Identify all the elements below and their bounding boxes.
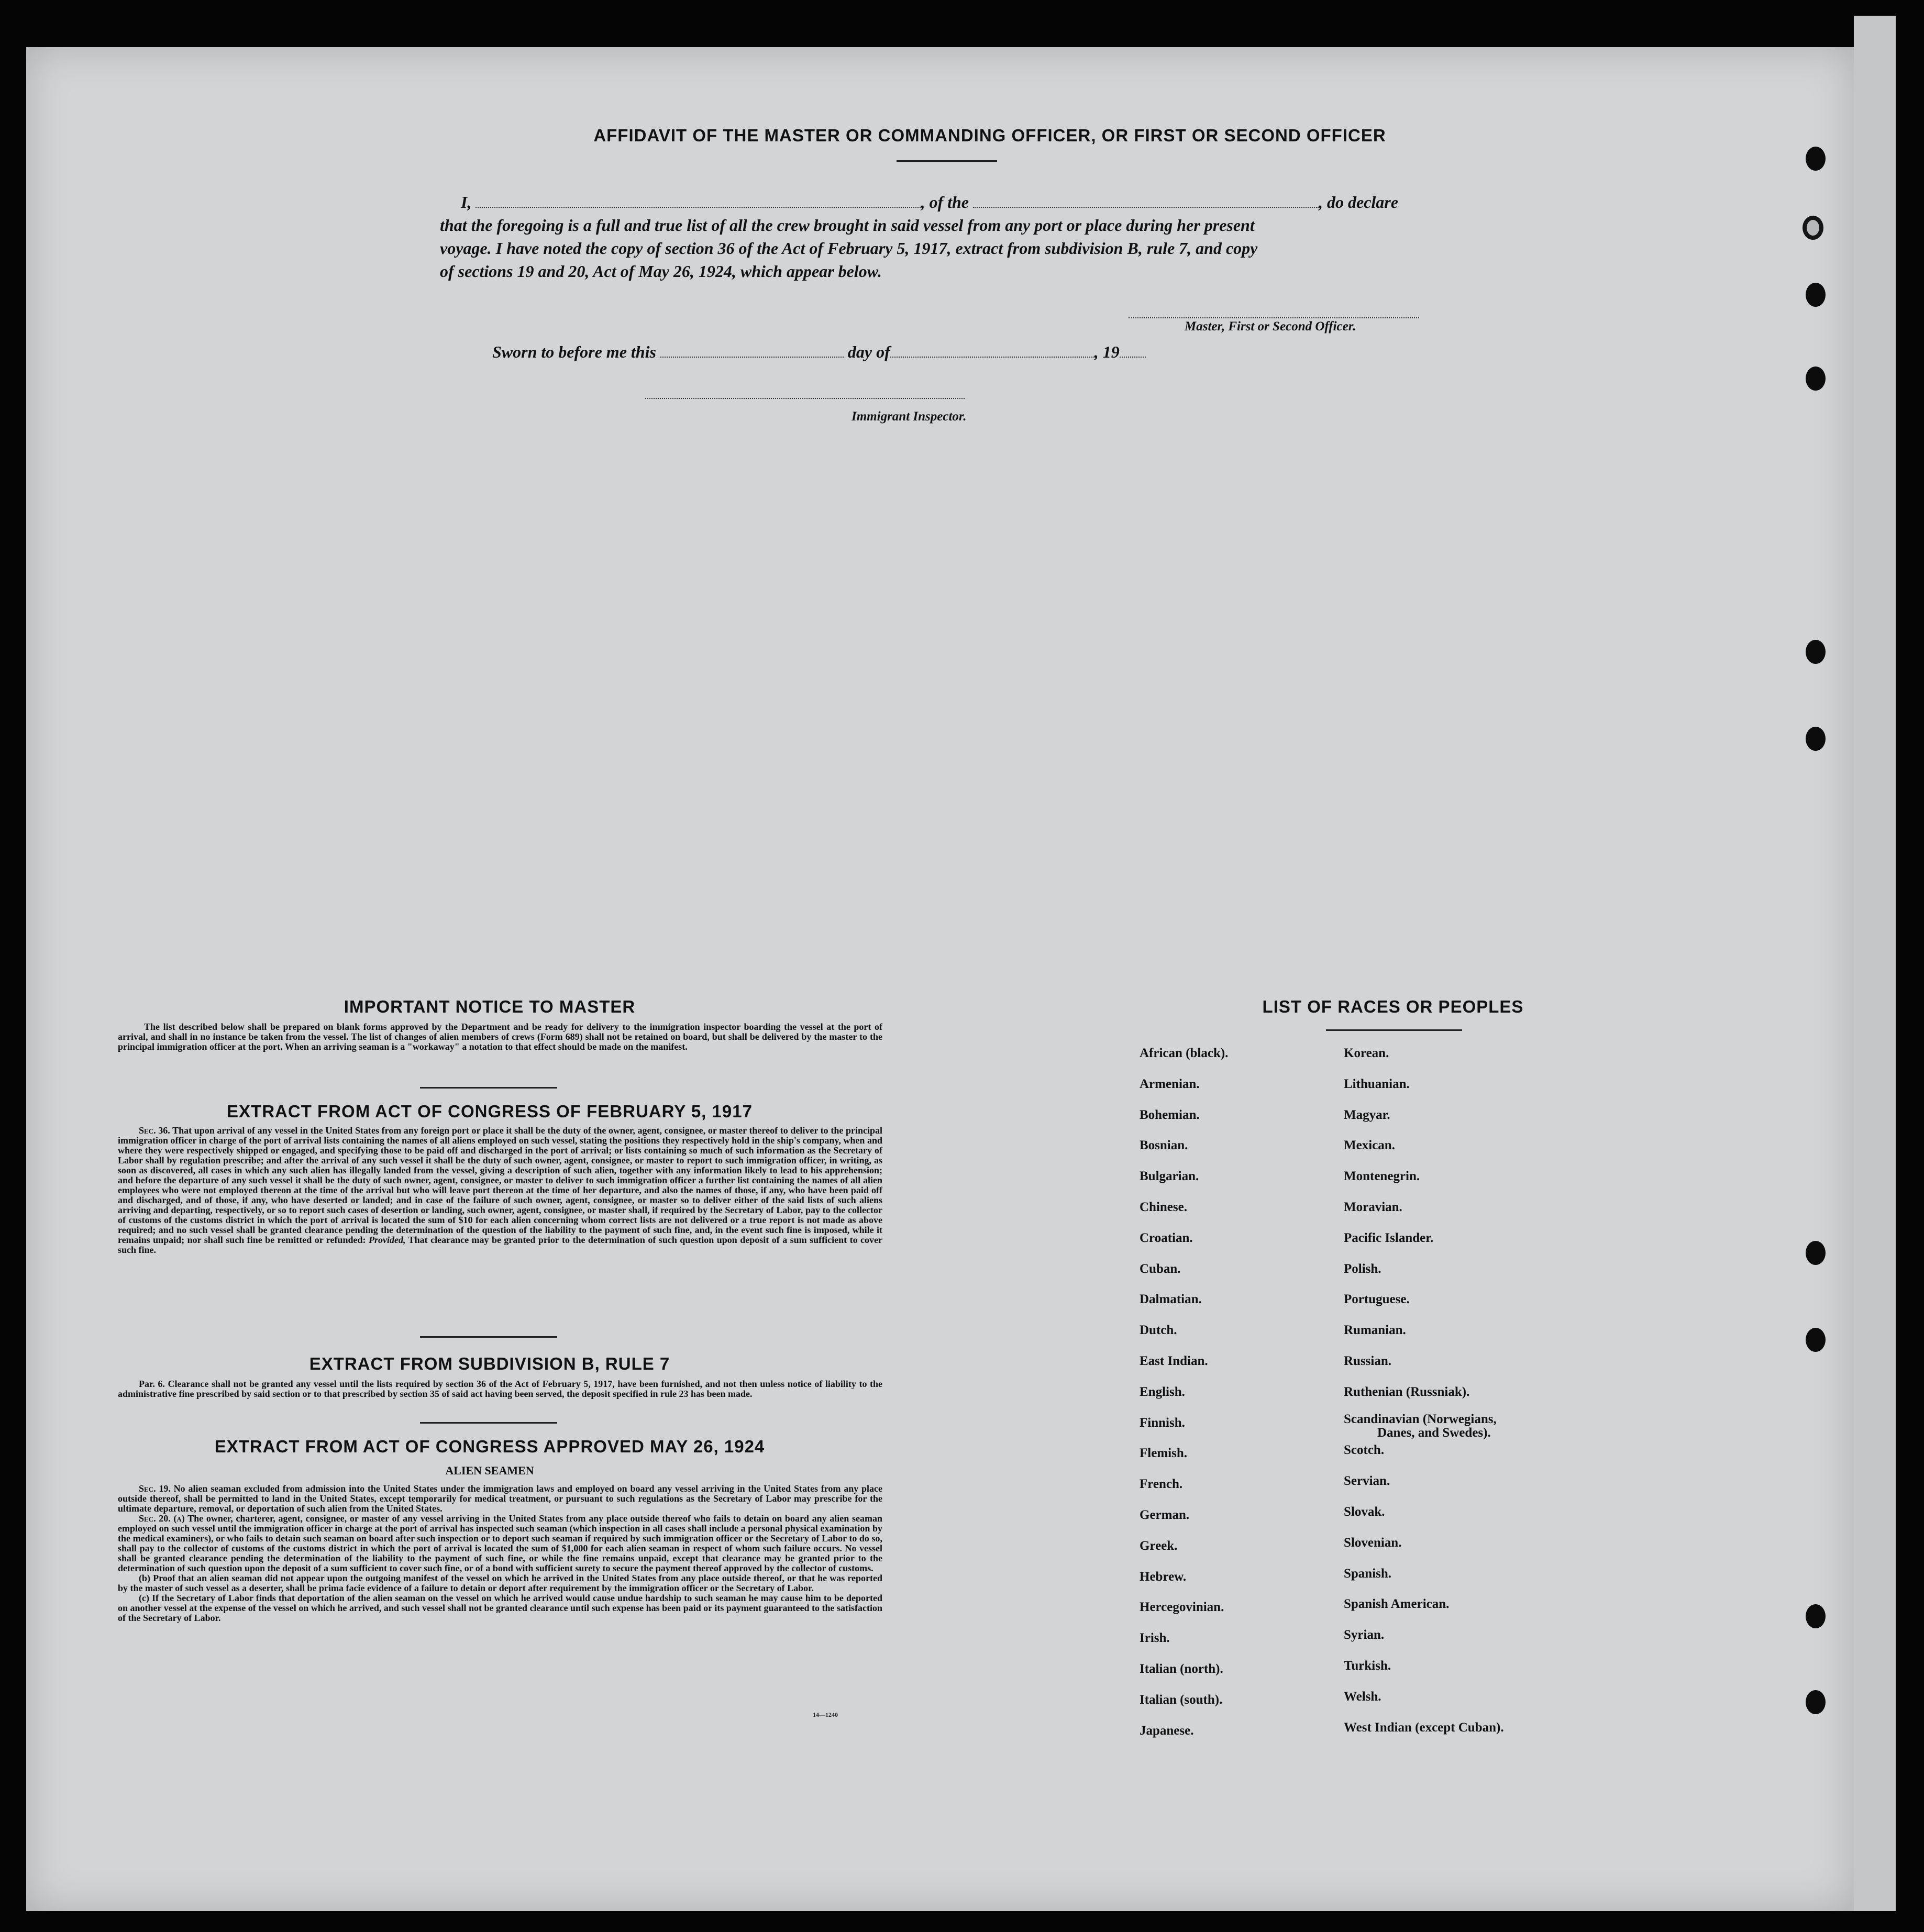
race-item: Ruthenian (Russniak).: [1344, 1384, 1470, 1399]
race-item: African (black).: [1140, 1046, 1229, 1060]
race-item-continuation: Danes, and Swedes).: [1377, 1425, 1491, 1440]
race-item: Welsh.: [1344, 1689, 1381, 1704]
race-item: Spanish American.: [1344, 1597, 1450, 1612]
sec-20a: [118, 1514, 882, 1573]
race-item: German.: [1140, 1507, 1190, 1522]
affidavit-title: AFFIDAVIT OF THE MASTER OR COMMANDING OFFICER, OR FIRST OR SECOND OFFICER: [593, 126, 1386, 145]
race-item: French.: [1140, 1477, 1183, 1492]
inspector-signature-line: [645, 398, 965, 399]
race-item: Slovenian.: [1344, 1535, 1402, 1550]
races-title-rule: [1326, 1029, 1462, 1031]
race-item: Lithuanian.: [1344, 1076, 1410, 1091]
rule7-body: Par. 6. Clearance shall not be granted any vessel until the lists required by section 36 of the Act of February 5, 1917, have been furnished, and not then unless notice of liability to the administrative fine prescribed by said section or to that prescribed by section 35 of said act having been served, the deposit specified in rule 23 has been made.: [118, 1379, 882, 1399]
sec-20b: (b) Proof that an alien seaman did not appear upon the outgoing manifest of the vessel on which he arrived in the United States from any place outside thereof, or that he was reported by the master of such vessel as a deserter, shall be prima facie evidence of a failure to detain or deport after requirement by the immigration officer or the Secretary of Labor.: [118, 1573, 882, 1593]
race-item: Dutch.: [1140, 1323, 1177, 1338]
name-blank-line: [476, 207, 921, 208]
race-item: West Indian (except Cuban).: [1344, 1720, 1504, 1735]
race-item: Syrian.: [1344, 1628, 1385, 1642]
race-item: Mexican.: [1344, 1138, 1395, 1153]
affidavit-text: [440, 191, 1456, 283]
race-item: Bosnian.: [1140, 1138, 1188, 1153]
sworn-day-blank: [660, 357, 844, 358]
binder-hole: [1803, 216, 1823, 240]
affidavit-line-1: [440, 191, 1456, 214]
provided-text: That clearance may be granted prior to the determination of such question upon deposit of a sum sufficient to cover such fine.: [118, 1235, 882, 1255]
master-label: Master, First or Second Officer.: [1185, 319, 1356, 334]
sec-20-label: Sec. 20. (a): [139, 1513, 185, 1524]
race-item: Greek.: [1140, 1538, 1178, 1553]
race-item: Dalmatian.: [1140, 1292, 1202, 1307]
binder-hole: [1806, 1328, 1826, 1352]
binder-hole: [1806, 1241, 1826, 1265]
alien-seamen-subtitle: ALIEN SEAMEN: [445, 1464, 534, 1477]
binder-hole: [1806, 283, 1826, 307]
master-signature-line: [1129, 317, 1419, 318]
race-item: Bulgarian.: [1140, 1169, 1199, 1184]
race-item: East Indian.: [1140, 1353, 1208, 1368]
race-item: Moravian.: [1344, 1200, 1402, 1214]
race-item: Finnish.: [1140, 1415, 1185, 1430]
sec-20c: (c) If the Secretary of Labor finds that deportation of the alien seaman on the vessel on which he arrived would cause undue hardship to such seaman he may cause him to be deported on another vessel at the expense of the vessel on which he arrived, and such vessel shall not be granted clearance until such expense has been paid or its payment guaranteed to the satisfaction of the Secretary of Labor.: [118, 1593, 882, 1623]
extract-1917-body: [118, 1126, 882, 1255]
section-rule: [420, 1087, 557, 1089]
affidavit-line-3: voyage. I have noted the copy of section 36 of the Act of February 5, 1917, extract from subdivision B, rule 7, and copy: [440, 239, 1258, 258]
sec-20a-text: The owner, charterer, agent, consignee, or master of any vessel arriving in the United States from any place outside thereof who fails to detain on board any alien seaman employed on such vessel until the immigration officer in charge at the port of arrival has inspected such seaman (which inspection in all cases shall include a personal physical examination by the medical examiners), or who fails to detain such seaman on board after such inspection or to deport such seaman if required by such immigration officer or the Secretary of Labor to do so, shall pay to the collector of customs of the customs district in which the port of arrival is located the sum of $1,000 for each alien seaman in respect of whom such failure occurs. No vessel shall be granted clearance pending the determination of the liability to the payment of such fine, or while the fine remains unpaid, except that clearance may be granted prior to the determination of such question upon the deposit of a sum sufficient to cover such fine, or of a bond with sufficient surety to secure the payment thereof approved by the collector of customs.: [118, 1513, 882, 1573]
affidavit-line1-start: I,: [461, 193, 472, 212]
race-item: Slovak.: [1344, 1504, 1385, 1519]
race-item: Montenegrin.: [1344, 1169, 1420, 1184]
section-rule: [420, 1336, 557, 1338]
race-item: Armenian.: [1140, 1076, 1200, 1091]
race-item: Italian (north).: [1140, 1661, 1223, 1676]
races-left-column: [1140, 1046, 1339, 1754]
race-item: Pacific Islander.: [1344, 1230, 1434, 1245]
races-right-column: [1344, 1046, 1627, 1751]
notice-title: IMPORTANT NOTICE TO MASTER: [344, 997, 636, 1016]
sworn-mid: day of: [847, 342, 890, 361]
inspector-label: Immigrant Inspector.: [852, 409, 967, 424]
race-item: Polish.: [1344, 1261, 1381, 1276]
binder-hole: [1806, 1604, 1826, 1628]
extract-1924-title: EXTRACT FROM ACT OF CONGRESS APPROVED MAY 26, 1924: [214, 1437, 765, 1456]
race-item: Hercegovinian.: [1140, 1600, 1224, 1615]
race-item: Flemish.: [1140, 1446, 1187, 1461]
binder-hole: [1806, 147, 1826, 171]
sworn-start: Sworn to before me this: [492, 342, 656, 361]
sworn-month-blank: [890, 357, 1094, 358]
extract-1917-title: EXTRACT FROM ACT OF CONGRESS OF FEBRUARY 5, 1917: [227, 1102, 753, 1121]
race-item: Russian.: [1344, 1353, 1392, 1368]
binder-hole: [1806, 727, 1826, 751]
race-item: Portuguese.: [1344, 1292, 1410, 1307]
race-item: Bohemian.: [1140, 1107, 1200, 1122]
race-item: Japanese.: [1140, 1723, 1194, 1738]
binder-hole: [1806, 367, 1826, 391]
race-item: Magyar.: [1344, 1107, 1390, 1122]
sec-19-label: Sec. 19.: [139, 1483, 171, 1494]
race-item: Irish.: [1140, 1631, 1170, 1646]
race-item: Croatian.: [1140, 1230, 1193, 1245]
race-item: English.: [1140, 1384, 1185, 1399]
race-item: Scandinavian (Norwegians, Danes, and Swedes).: [1344, 1412, 1497, 1440]
sworn-year-blank: [1120, 357, 1146, 358]
affidavit-line-4: of sections 19 and 20, Act of May 26, 1924, which appear below.: [440, 262, 882, 281]
sec-36-text: That upon arrival of any vessel in the United States from any foreign port or place it shall be the duty of the owner, agent, consignee, or master thereof to deliver to the principal immigration officer in charge of the port of arrival lists containing the names of all aliens employed on such vessel, stating the positions they respectively hold in the ship's company, when and where they were respectively shipped or engaged, and specifying those to be paid off and discharged in the port of arrival; or lists containing so much of such information as the Secretary of Labor shall by regulation prescribe; and after the arrival of any such vessel it shall be the duty of such owner, agent, consignee, or master to report to such immigration officer, in writing, as soon as discovered, all cases in which any such alien has illegally landed from the vessel, giving a description of such alien, together with any information likely to lead to his apprehension; and before the departure of any such vessel it shall be the duty of such owner, agent, consignee, or master to deliver to such immigration officer a further list containing the names of all alien employees who were not employed thereon at the time of the arrival but who will leave port thereon at the time of her departure, and also the names of those, if any, who have been paid off and discharged, and of those, if any, who have deserted or landed; and in case of the failure of such owner, agent, consignee, or master so to deliver either of the said lists of such aliens arriving and departing, respectively, or so to report such cases of desertion or landing, such owner, agent, consignee, or master shall, if required by the Secretary of Labor, pay to the collector of customs of the customs district in which the port of arrival is located the sum of $10 for each alien concerning whom correct lists are not delivered or a true report is not made as above required; and no such vessel shall be granted clearance pending the determination of the question of the liability to the payment of such fine, and, in the event such fine is imposed, while it remains unpaid; nor shall such fine be remitted or refunded:: [118, 1125, 882, 1245]
sec-36-label: Sec. 36.: [139, 1125, 170, 1136]
race-item: Cuban.: [1140, 1261, 1181, 1276]
race-item: Turkish.: [1344, 1658, 1391, 1673]
race-item: Servian.: [1344, 1474, 1390, 1489]
extract-1924-body: [118, 1484, 882, 1623]
affidavit-line1-end: , do declare: [1319, 193, 1398, 212]
affidavit-line1-mid: , of the: [921, 193, 969, 212]
race-item: Spanish.: [1344, 1566, 1392, 1581]
notice-body: The list described below shall be prepared on blank forms approved by the Department and be ready for delivery to the immigration inspector boarding the vessel at the port of arrival, and shall in no instance be taken from the vessel. The list of changes of alien members of crews (Form 689) shall not be retained on board, but shall be delivered by the master to the principal immigration officer at the port. When an arriving seaman is a "workaway" a notation to that effect should be made on the manifest.: [118, 1021, 882, 1052]
race-item: Chinese.: [1140, 1200, 1187, 1214]
races-title: LIST OF RACES OR PEOPLES: [1262, 997, 1524, 1016]
sec-19-text: No alien seaman excluded from admission into the United States under the immigration laws and employed on board any vessel arriving in the United States from any place outside thereof, shall be permitted to land in the United States, except temporarily for medical treatment, or pursuant to such regulations as the Secretary of Labor may prescribe for the ultimate departure, removal, or deportation of such alien from the United States.: [118, 1483, 882, 1514]
sworn-line: [492, 340, 1146, 363]
binder-hole: [1806, 640, 1826, 664]
form-number: 14—1240: [813, 1711, 838, 1718]
race-item: Hebrew.: [1140, 1569, 1187, 1584]
page-edge: [1854, 16, 1896, 1911]
race-item: Italian (south).: [1140, 1692, 1223, 1707]
provided-label: Provided,: [369, 1235, 406, 1245]
affidavit-line-2: that the foregoing is a full and true list of all the crew brought in said vessel from any port or place during her present: [440, 216, 1255, 235]
sworn-end: , 19: [1094, 342, 1120, 361]
race-item: Rumanian.: [1344, 1323, 1406, 1338]
section-rule: [420, 1422, 557, 1424]
binder-hole: [1806, 1690, 1826, 1714]
vessel-blank-line: [973, 207, 1319, 208]
title-rule: [897, 160, 997, 162]
race-item: Scotch.: [1344, 1443, 1385, 1458]
race-item: Korean.: [1344, 1046, 1389, 1060]
rule7-title: EXTRACT FROM SUBDIVISION B, RULE 7: [309, 1354, 670, 1373]
sec-19: [118, 1484, 882, 1514]
